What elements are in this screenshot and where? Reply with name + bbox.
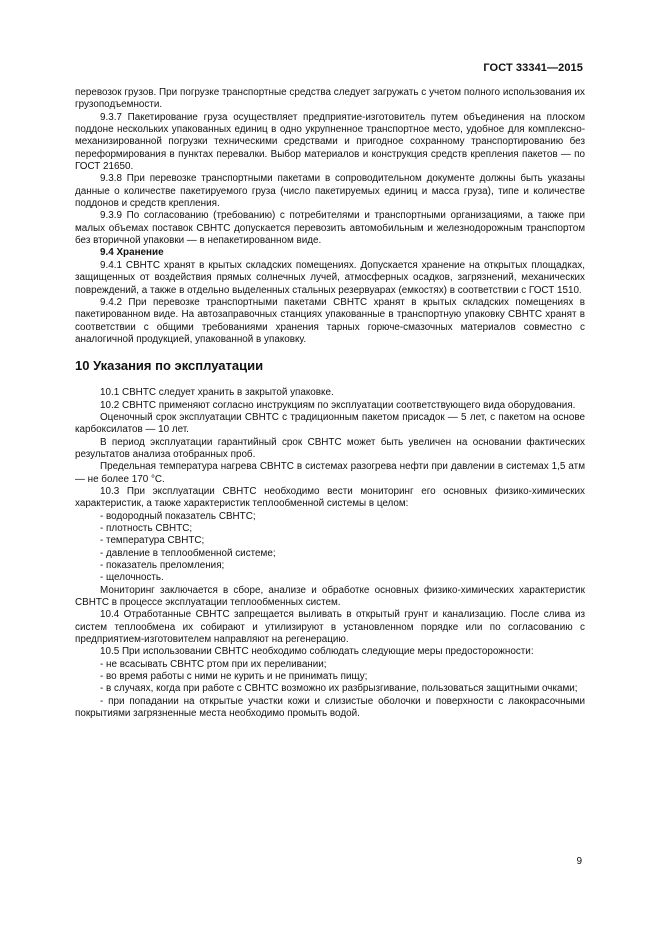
list-item: - показатель преломления;: [100, 560, 225, 572]
paragraph-10-1: 10.1 СВНТС следует хранить в закрытой упаковке.: [100, 387, 334, 399]
paragraph-service-life: Оценочный срок эксплуатации СВНТС с традиционным пакетом присадок — 5 лет, с пакетом на основе карбоксилатов — 10 лет.: [75, 411, 585, 436]
list-item: - давление в теплообменной системе;: [100, 547, 276, 559]
paragraph-9-4-1: 9.4.1 СВНТС хранят в крытых складских помещениях. Допускается хранение на открытых площадках, защищенных от воздействия прямых солнечных лучей, атмосферных осадков, загрязнений, механических повреждений, а также в отдельно выделенных стальных резервуарах (емкостях) в соответствии с ГОСТ 1510.: [75, 259, 585, 296]
paragraph-max-temperature: Предельная температура нагрева СВНТС в системах разогрева нефти при давлении в системах 1,5 атм — не более 170 °С.: [75, 461, 585, 485]
list-item: - плотность СВНТС;: [100, 523, 193, 534]
paragraph-9-3-9: 9.3.9 По согласованию (требованию) с потребителями и транспортными организациями, а также при малых объемах поставок СВНТС допускается перевозить автомобильным и железнодорожным транспортом без вторичной упаковки — в непакетированном виде.: [75, 210, 585, 247]
paragraph-warranty: В период эксплуатации гарантийный срок СВНТС может быть увеличен на основании фактических результатов анализа отобранных проб.: [75, 436, 585, 460]
paragraph-10-2: 10.2 СВНТС применяют согласно инструкциям по эксплуатации соответствующего вида оборудования.: [100, 399, 576, 411]
section-title-operation: 10 Указания по эксплуатации: [75, 358, 264, 374]
paragraph-9-3-8: 9.3.8 При перевозке транспортными пакетами в сопроводительном документе должны быть указаны данные о количестве пакетируемого груза (число пакетируемых единиц и масса груза), типе и количестве поддонов и средств крепления.: [75, 173, 585, 210]
list-item: - щелочность.: [100, 572, 164, 584]
paragraph-10-4: 10.4 Отработанные СВНТС запрещается выливать в открытый грунт и канализацию. После слива из систем теплообмена их собирают и утилизируют в установленном порядке или по согласованию с предприятием-изготовителем направляют на регенерацию.: [75, 609, 585, 646]
paragraph-10-5: 10.5 При использовании СВНТС необходимо соблюдать следующие меры предосторожности:: [100, 646, 534, 658]
paragraph-9-4-2: 9.4.2 При перевозке транспортными пакетами СВНТС хранят в крытых складских помещениях в пакетированном виде. На автозаправочных станциях упакованные в транспортную упаковку СВНТС хранят в соответствии с общими требованиями хранения тарных горюче-смазочных материалов совместно с аналогичной продукцией, упакованной в упаковку.: [75, 296, 585, 345]
list-item: - при попадании на открытые участки кожи и слизистые оболочки и поверхности с лакокрасочными покрытиями загрязненные места необходимо промыть водой.: [75, 695, 585, 720]
list-item: - водородный показатель СВНТС;: [100, 510, 256, 522]
paragraph-monitoring: Мониторинг заключается в сборе, анализе и обработке основных физико-химических характеристик СВНТС в процессе эксплуатации теплообменных систем.: [75, 584, 585, 609]
page-content: [75, 87, 585, 721]
list-item: - в случаях, когда при работе с СВНТС возможно их разбрызгивание, пользоваться защитными очками;: [100, 683, 578, 695]
list-item: - не всасывать СВНТС ртом при их переливании;: [100, 658, 327, 670]
paragraph: перевозок грузов. При погрузке транспортные средства следует загружать с учетом полного использования их грузоподъемности.: [75, 87, 585, 111]
list-item: - температура СВНТС;: [100, 535, 205, 547]
standard-header: ГОСТ 33341—2015: [483, 62, 583, 74]
paragraph-10-3: 10.3 При эксплуатации СВНТС необходимо вести мониторинг его основных физико-химических характеристик, а также характеристик теплообменной системы в целом:: [75, 485, 585, 510]
paragraph-9-3-7: 9.3.7 Пакетирование груза осуществляет предприятие-изготовитель путем объединения на плоском поддоне нескольких упакованных единиц в одно укрупненное транспортное место, удобное для комплексно-механизированной погрузки техническими средствами и пригодное сохранному транспортированию без переформирования в пунктах перевалки. Выбор материалов и конструкция средств крепления пакетов — по ГОСТ 21650.: [75, 111, 585, 173]
subsection-heading-storage: 9.4 Хранение: [100, 247, 164, 259]
page-number: 9: [576, 856, 582, 867]
list-item: - во время работы с ними не курить и не принимать пищу;: [100, 671, 368, 683]
